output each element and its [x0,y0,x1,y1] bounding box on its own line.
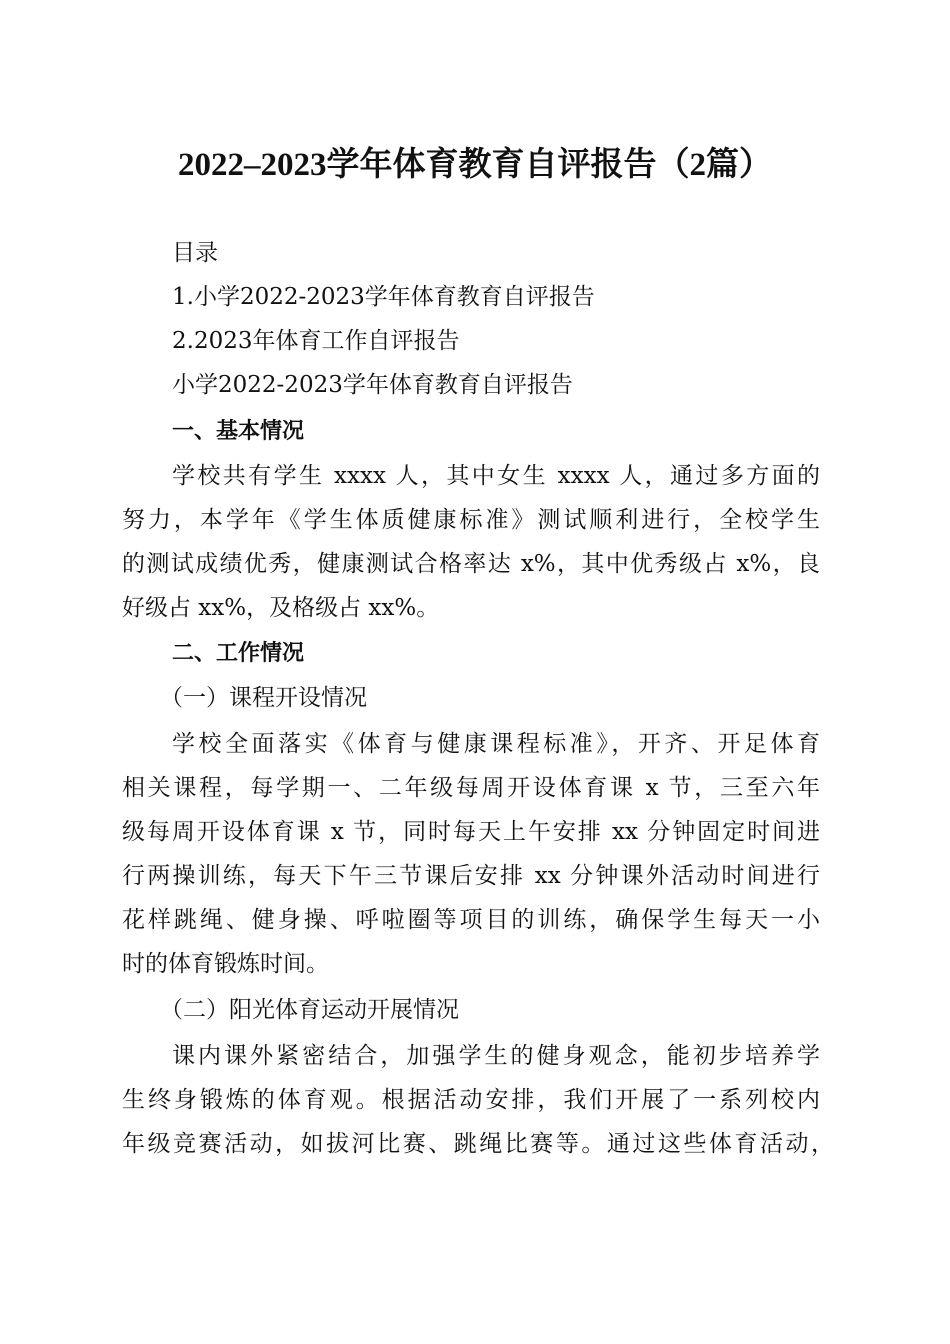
paragraph-line: 生终身锻炼的体育观。根据活动安排，我们开展了一系列校内 [122,1087,820,1113]
subsection-heading-sunshine-sports: （二）阳光体育运动开展情况 [160,997,459,1023]
paragraph-line: 课内课外紧密结合，加强学生的健身观念，能初步培养学 [172,1043,820,1069]
paragraph-line: 努力，本学年《学生体质健康标准》测试顺利进行，全校学生 [122,507,820,533]
section-heading-basic: 一、基本情况 [172,419,305,444]
paragraph-line: 级每周开设体育课 x 节，同时每天上午安排 xx 分钟固定时间进 [122,819,820,845]
paragraph-line: 好级占 xx%，及格级占 xx%。 [122,595,440,621]
subsection-heading-courses: （一）课程开设情况 [160,685,367,711]
paragraph-line: 年级竞赛活动，如拔河比赛、跳绳比赛等。通过这些体育活动， [122,1131,834,1157]
paragraph-line: 相关课程，每学期一、二年级每周开设体育课 x 节，三至六年 [122,775,820,801]
section-heading-work: 二、工作情况 [172,641,305,666]
paragraph-line: 学校全面落实《体育与健康课程标准》，开齐、开足体育 [172,731,820,757]
paragraph-line: 花样跳绳、健身操、呼啦圈等项目的训练，确保学生每天一小 [122,907,820,933]
paragraph-line: 行两操训练，每天下午三节课后安排 xx 分钟课外活动时间进行 [122,863,820,889]
paragraph-line: 时的体育锻炼时间。 [122,951,329,977]
paragraph-line: 学校共有学生 xxxx 人，其中女生 xxxx 人，通过多方面的 [172,463,820,489]
toc-item-2: 2.2023年体育工作自评报告 [172,328,460,354]
paragraph-line: 的测试成绩优秀，健康测试合格率达 x%，其中优秀级占 x%，良 [122,551,820,577]
article-title: 小学2022-2023学年体育教育自评报告 [172,372,573,398]
document-title: 2022–2023学年体育教育自评报告（2篇） [178,147,772,183]
toc-item-1: 1.小学2022-2023学年体育教育自评报告 [172,284,595,310]
toc-heading: 目录 [172,240,218,266]
